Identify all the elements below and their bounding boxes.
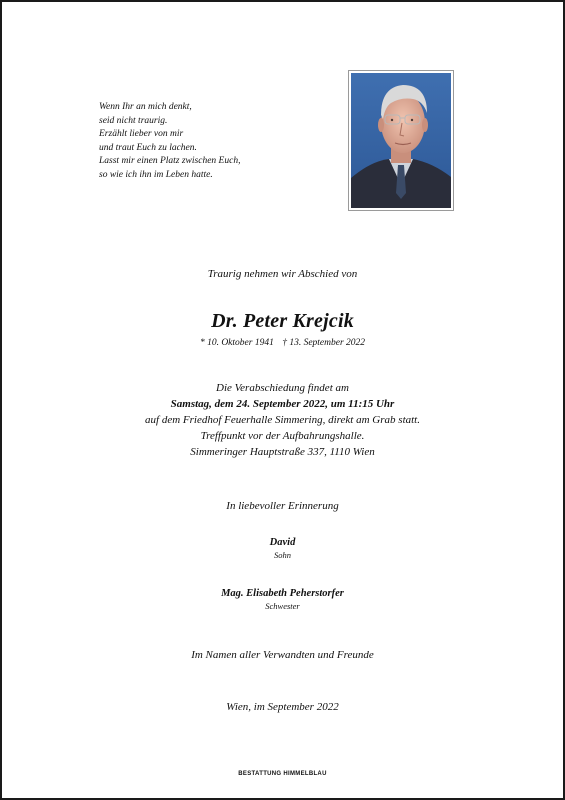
ceremony-datetime: Samstag, dem 24. September 2022, um 11:15 Uhr [170, 398, 395, 410]
poem-line: Lasst mir einen Platz zwischen Euch, [99, 156, 241, 167]
ceremony-line: auf dem Friedhof Feuerhalle Simmering, direkt am Grab statt. [145, 414, 420, 426]
death-date: † 13. September 2022 [282, 338, 366, 348]
birth-date: * 10. Oktober 1941 [199, 338, 274, 348]
ceremony-info [0, 380, 565, 460]
mourner [0, 537, 565, 560]
ceremony-address: Simmeringer Hauptstraße 337, 1110 Wien [190, 446, 375, 458]
poem-line: Wenn Ihr an mich denkt, [99, 102, 192, 112]
undertaker-name: BESTATTUNG HIMMELBLAU [238, 771, 327, 777]
intro-text: Traurig nehmen wir Abschied von [207, 268, 358, 280]
mourner-name: Mag. Elisabeth Peherstorfer [221, 588, 344, 599]
ceremony-line: Treffpunkt vor der Aufbahrungshalle. [200, 430, 365, 442]
life-dates [0, 338, 565, 348]
poem [99, 101, 240, 183]
mourner-role: Sohn [274, 550, 291, 560]
mourner-role: Schwester [265, 601, 300, 611]
place-date: Wien, im September 2022 [226, 701, 339, 713]
poem-line: seid nicht traurig. [99, 115, 168, 126]
mourner [0, 588, 565, 611]
family-text: Im Namen aller Verwandten und Freunde [191, 649, 374, 661]
ceremony-line: Die Verabschiedung findet am [216, 382, 349, 394]
poem-line: und traut Euch zu lachen. [99, 142, 197, 153]
deceased-name: Dr. Peter Krejcik [211, 310, 354, 332]
portrait-image [351, 73, 451, 208]
poem-line: so wie ich ihn im Leben hatte. [99, 169, 213, 180]
poem-line: Erzählt lieber von mir [99, 129, 184, 140]
mourner-name: David [269, 537, 296, 548]
portrait-photo [348, 70, 454, 211]
memory-text: In liebevoller Erinnerung [226, 500, 339, 512]
